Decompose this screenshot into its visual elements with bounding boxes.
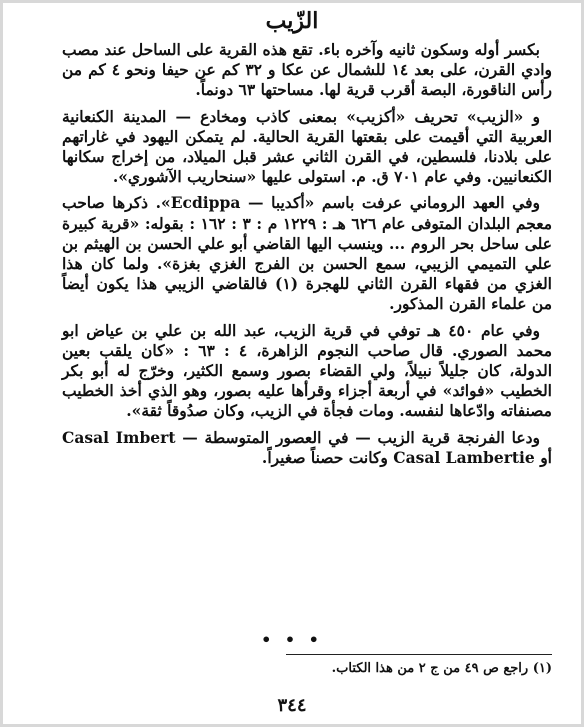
- paragraph-intro: بكسر أوله وسكون ثانيه وآخره باء. تقع هذه القرية على الساحل عند مصب وادي القرن، على بعد ١٤ للشمال عن عكا و ٣٢ كم عن حيفا ونحو ٤ كم من رأس الناقورة، البصة أقرب قرية لها. مساحتها ٦٣ دونماً.: [62, 40, 552, 100]
- paragraph-qadi: وفي عام ٤٥٠ هـ توفي في قرية الزيب، عبد الله بن علي بن عياض ابو محمد الصوري. قال صاحب النجوم الزاهرة، ٤ : ٦٣ : «كان يلقب بعين الدولة، كان جليلاً نبيلاً، ولي القضاء بصور وسمع الكثير، وخرّج له أبو بكر الخطيب «فوائد» في أربعة أجزاء وقرأها عليه بصور، وهو الذي أخذ الخطيب مصنفاته وادّعاها لنفسه. ومات فجأة في الزيب، وكان صدُوقاً ثقة».: [62, 320, 553, 421]
- footnote-rule: [286, 654, 552, 655]
- section-separator: • • •: [261, 630, 323, 649]
- page-title: الزّيب: [265, 8, 319, 34]
- paragraph-crusaders: ودعا الفرنجة قرية الزيب — في العصور المتوسطة — Casal Imbert أو Casal Lambertie وكانت حصناً صغيراً.: [62, 427, 552, 467]
- page-frame-left: [0, 0, 3, 727]
- body-text: [62, 40, 552, 474]
- footnote: (١) راجع ص ٤٩ من ج ٢ من هذا الكتاب.: [331, 661, 552, 676]
- paragraph-roman-era: وفي العهد الروماني عرفت باسم «أكديبا — Ecdippa». ذكرها صاحب معجم البلدان المتوفى عام ٦٢٦ هـ : ١٢٢٩ م : ٣ : ١٦٢ : بقوله: «قرية كبيرة على ساحل بحر الروم ... وينسب اليها القاضي أبو علي الحسن بن الهيثم بن علي التميمي الزيبي، سمع الحسن بن الفرج الغزي بغزة». ولما كان هذا الغزي من فقهاء القرن الثاني للهجرة (١) فالقاضي الزيبي هذا يكون أيضاً من علماء القرن المذكور.: [62, 193, 553, 314]
- page-number: ٣٤٤: [277, 695, 307, 716]
- page-frame-top: [0, 0, 584, 3]
- paragraph-etymology: و «الزيب» تحريف «أكزيب» بمعنى كاذب ومخادع — المدينة الكنعانية العربية التي أقيمت على بقعتها القرية الحالية. لم يتمكن اليهود في غاراتهم على بلادنا، فلسطين، في القرن الثاني عشر قبل الميلاد، من إخراج سكانها الكنعانيين. وفي عام ٧٠١ ق. م. استولى عليها «سنحاريب الآشوري».: [62, 106, 552, 187]
